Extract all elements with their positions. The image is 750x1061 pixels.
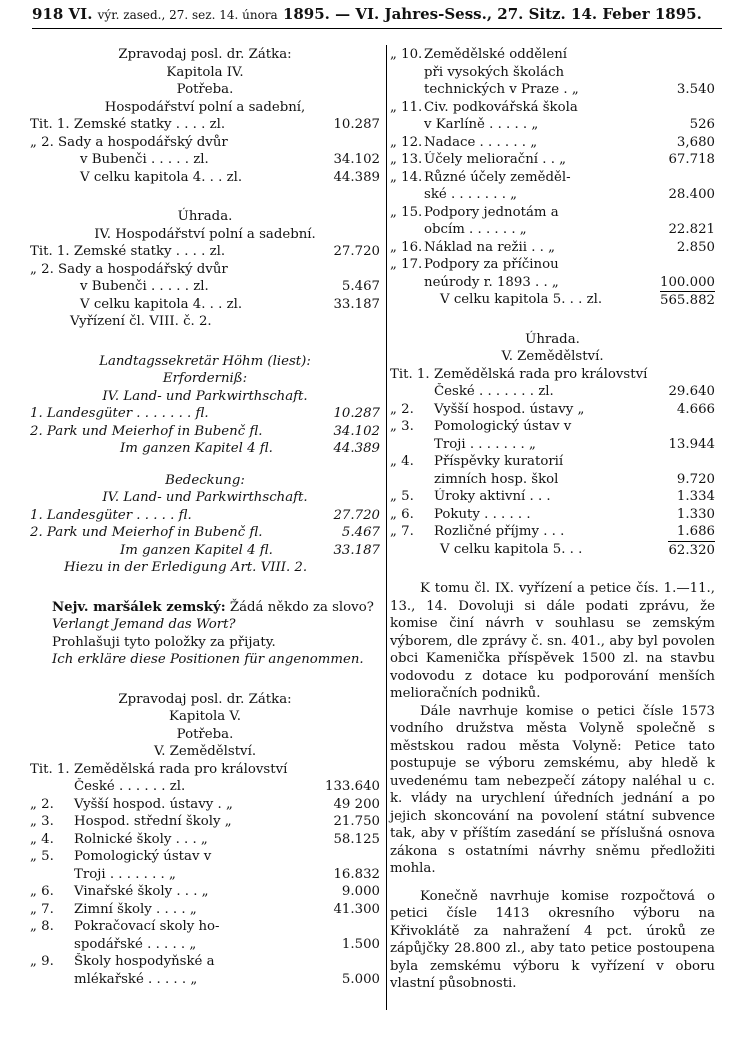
budget-row: 1. Landesgüter . . . . . . . fl. 10.287 [30,406,380,421]
section-heading: V. Zemědělství. [501,349,604,364]
budget-row: „ 10. Zemědělské oddělení [390,47,568,62]
budget-row: „ 2. Sady a hospodářský dvůr [30,134,228,150]
budget-row: při vysokých školách [424,64,565,80]
total-row: V celku kapitola 4. . . zl. 33.187 [30,296,380,314]
budget-row: „ 9. Školy hospodyňské a [30,954,215,969]
budget-row: „ 12. Nadace . . . . . . „ 3,680 [390,134,715,150]
total-row: V celku kapitola 5. . . zl. 565.882 [440,292,715,308]
budget-row: „ 14. Různé účely zeměděl- [390,169,571,185]
header-right: VI. Jahres-Sess., 27. Sitz. 14. Feber 1895. [355,5,702,23]
budget-table [390,366,715,541]
header-dash: — [335,5,351,23]
budget-row: v Karlíně . . . . . „ 526 [424,117,715,132]
budget-row: „ 2. Vyšší hospod. ústavy . „ 49 200 [30,796,380,812]
budget-row: „ 6. Vinařské školy . . . „ 9.000 [30,884,380,899]
budget-row: „ 5. Úroky aktivní . . . 1.334 [390,489,715,504]
german-decision: Ich erkläre diese Positionen für angenommen. [52,652,364,667]
paragraph: K tomu čl. IX. vyřízení a petice čís. 1.—11., 13., 14. Dovoluji si dále podati zprávu, že komise činí návrh v souhlasu se zemským výborem, dle zprávy č. sn. 401., aby byl povolen obci Kamenička příspěvek 1500 zl. na stavbu vodovodu z dotace ku podporování menších melioračních podniků. [390,581,715,701]
need-title: Erforderniß: [162,371,248,386]
budget-row: „ 2. Sady a hospodářský dvůr [30,261,228,277]
budget-row: mlékařské . . . . . „ 5.000 [74,971,380,987]
budget-row: spodářské . . . . . „ 1.500 [74,936,380,952]
section-heading: IV. Land- und Parkwirthschaft. [102,388,308,404]
section-heading: V. Zemědělství. [153,744,257,759]
header-left-small: výr. zased., 27. sez. 14. února [97,8,278,22]
budget-row: v Bubenči . . . . . zl. 34.102 [30,151,380,169]
budget-row: „ 13. Účely meliorační . . „ 67.718 [390,152,715,167]
section-heading: IV. Hospodářství polní a sadební. [94,226,316,242]
budget-row: Tit. 1. Zemědělská rada pro království [390,366,648,382]
budget-row: „ 11. Civ. podkovářská škola [390,99,578,115]
settlement-line: Hiezu in der Erledigung Art. VIII. 2. [64,560,308,575]
budget-row: Troji . . . . . . . „ 13.944 [434,436,715,452]
right-column [390,46,715,993]
total-row: V celku kapitola 5. . . 62.320 [440,541,715,558]
left-column [30,46,380,988]
section-heading: Hospodářství polní a sadební, [104,99,306,115]
budget-row: „ 2. Vyšší hospod. ústavy „ 4.666 [390,401,715,417]
budget-table [390,46,715,291]
column-divider [386,45,387,1010]
budget-row: neúrody r. 1893 . . „ 100.000 [424,274,715,290]
budget-row: „ 16. Náklad na režii . . „ 2.850 [390,239,715,255]
budget-row: „ 3. Hospod. střední školy „ 21.750 [30,814,380,829]
budget-row: „ 17. Podpory za příčinou [390,257,559,272]
budget-row: Tit. 1. Zemědělská rada pro království [30,761,288,777]
header-year: 1895. [282,5,330,23]
paragraph: Dále navrhuje komise o petici čísle 1573 vodního družstva města Volyně společně s městskou radou města Volyně: Petice tato postupuje se výboru zemskému, aby hledě k uvedenému tam nebezpečí zátopy naléhal u c. k. vlády na urychlení úředních jednání a po jejich skoncování na povolení státní subvence tak, aby v příštím zasedání se příslušná osnova zákona s ostatními návrhy sněmu předložiti mohla. [390,703,715,876]
speaker-line: Zpravodaj posl. dr. Zátka: [118,47,292,62]
budget-row: „ 15. Podpory jednotám a [390,204,559,220]
budget-row: 2. Park und Meierhof in Bubenč fl. 34.102 [30,423,380,441]
budget-row: ské . . . . . . . „ 28.400 [424,187,715,202]
budget-row: technických v Praze . „ 3.540 [424,82,715,97]
chapter-title: Kapitola IV. [166,64,244,80]
budget-row: „ 6. Pokuty . . . . . . 1.330 [390,506,715,522]
chapter-title: Kapitola V. [169,709,241,724]
budget-row: 2. Park und Meierhof in Bubenč fl. 5.467 [30,524,380,542]
budget-row: obcím . . . . . . „ 22.821 [424,222,715,237]
header-rule [32,28,722,29]
budget-row: „ 8. Pokračovací skoly ho- [30,919,220,934]
budget-row: Tit. 1. Zemské statky . . . . zl. 10.287 [30,117,380,132]
section-heading: IV. Land- und Parkwirthschaft. [102,490,308,505]
budget-row: „ 4. Rolnické školy . . . „ 58.125 [30,831,380,847]
speaker-line: Zpravodaj posl. dr. Zátka: [118,691,292,707]
budget-row: Tit. 1. Zemské statky . . . . zl. 27.720 [30,244,380,259]
cover-title: Úhrada. [177,209,233,224]
total-row: Im ganzen Kapitel 4 fl. 33.187 [120,542,380,558]
speaker-line: Landtagssekretär Höhm (liest): [99,353,311,369]
cover-title: Bedeckung: [165,472,245,488]
budget-row: v Bubenči . . . . . zl. 5.467 [30,278,380,296]
budget-row: „ 4. Příspěvky kuratorií [390,454,564,469]
budget-row: „ 7. Rozličné příjmy . . . 1.686 [390,524,715,539]
marshal-speech: Nejv. maršálek zemský: Žádá někdo za slovo? [52,599,374,615]
budget-row: Troji . . . . . . . „ 16.832 [74,866,380,882]
budget-row: „ 3. Pomologický ústav v [390,419,572,434]
czech-decision: Prohlašuji tyto položky za přijaty. [52,634,276,650]
budget-row: „ 5. Pomologický ústav v [30,849,212,864]
header-left: 918 VI. [32,5,93,23]
total-row: V celku kapitola 4. . . zl. 44.389 [30,169,380,187]
need-title: Potřeba. [176,82,234,97]
budget-row: České . . . . . . zl. 133.640 [74,779,380,794]
page-header [32,5,722,23]
need-title: Potřeba. [176,726,234,742]
total-row: Im ganzen Kapitel 4 fl. 44.389 [120,441,380,456]
settlement-line: Vyřízení čl. VIII. č. 2. [70,314,212,329]
budget-table [30,761,380,989]
paragraph: Konečně navrhuje komise rozpočtová o petici čísle 1413 okresního výboru na Křivoklátě za nahražení 4 pct. úroků ze zápůjčky 28.800 zl., aby tato petice postoupena byla zemskému výboru k vyřízení v oboru vlastní působnosti. [390,888,715,991]
budget-row: „ 7. Zimní školy . . . . „ 41.300 [30,901,380,917]
budget-row: České . . . . . . . zl. 29.640 [434,384,715,399]
cover-title: Úhrada. [525,331,580,347]
budget-row: zimních hosp. škol 9.720 [434,471,715,487]
german-question: Verlangt Jemand das Wort? [52,617,236,632]
budget-row: 1. Landesgüter . . . . . fl. 27.720 [30,507,380,523]
